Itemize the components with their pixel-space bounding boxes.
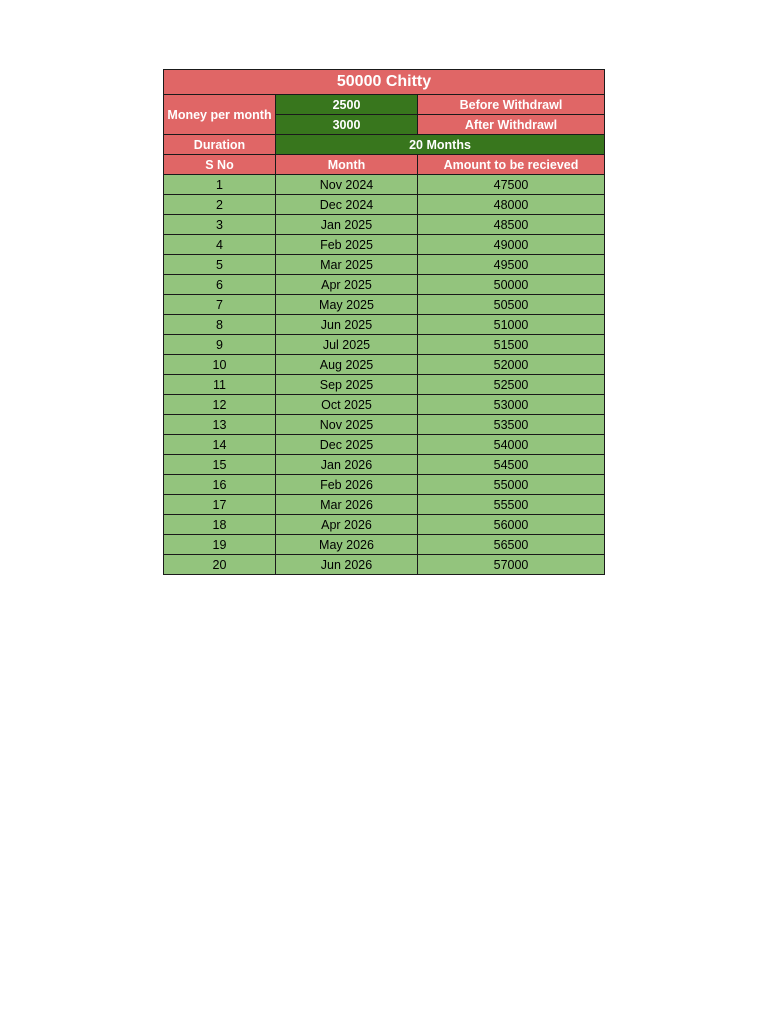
month-cell: Apr 2025 (276, 275, 418, 295)
column-header-amount: Amount to be recieved (418, 155, 605, 175)
chitty-table (163, 69, 605, 575)
table-title: 50000 Chitty (164, 70, 605, 95)
table-row (164, 555, 605, 575)
table-row (164, 415, 605, 435)
title-row (164, 70, 605, 95)
s-no-cell: 5 (164, 255, 276, 275)
table-row (164, 455, 605, 475)
amount-cell: 55500 (418, 495, 605, 515)
table-row (164, 215, 605, 235)
column-header-s-no: S No (164, 155, 276, 175)
table-row (164, 235, 605, 255)
s-no-cell: 19 (164, 535, 276, 555)
before-withdrawl-amount: 2500 (276, 95, 418, 115)
s-no-cell: 15 (164, 455, 276, 475)
month-cell: May 2025 (276, 295, 418, 315)
s-no-cell: 18 (164, 515, 276, 535)
table-row (164, 375, 605, 395)
table-row (164, 535, 605, 555)
amount-cell: 48000 (418, 195, 605, 215)
month-cell: Nov 2024 (276, 175, 418, 195)
table-row (164, 335, 605, 355)
s-no-cell: 1 (164, 175, 276, 195)
table-row (164, 435, 605, 455)
money-per-month-label: Money per month (164, 95, 276, 135)
s-no-cell: 4 (164, 235, 276, 255)
s-no-cell: 2 (164, 195, 276, 215)
month-cell: Aug 2025 (276, 355, 418, 375)
month-cell: Mar 2025 (276, 255, 418, 275)
s-no-cell: 12 (164, 395, 276, 415)
amount-cell: 56000 (418, 515, 605, 535)
amount-cell: 51500 (418, 335, 605, 355)
month-cell: Mar 2026 (276, 495, 418, 515)
table-row (164, 495, 605, 515)
s-no-cell: 6 (164, 275, 276, 295)
month-cell: Feb 2026 (276, 475, 418, 495)
s-no-cell: 13 (164, 415, 276, 435)
after-withdrawl-amount: 3000 (276, 115, 418, 135)
amount-cell: 49000 (418, 235, 605, 255)
s-no-cell: 16 (164, 475, 276, 495)
amount-cell: 52000 (418, 355, 605, 375)
amount-cell: 51000 (418, 315, 605, 335)
amount-cell: 55000 (418, 475, 605, 495)
month-cell: Oct 2025 (276, 395, 418, 415)
s-no-cell: 17 (164, 495, 276, 515)
s-no-cell: 10 (164, 355, 276, 375)
before-withdrawl-label: Before Withdrawl (418, 95, 605, 115)
money-before-row (164, 95, 605, 115)
month-cell: Jun 2026 (276, 555, 418, 575)
month-cell: Dec 2024 (276, 195, 418, 215)
amount-cell: 57000 (418, 555, 605, 575)
table-row (164, 515, 605, 535)
amount-cell: 53500 (418, 415, 605, 435)
month-cell: Sep 2025 (276, 375, 418, 395)
amount-cell: 53000 (418, 395, 605, 415)
table-row (164, 315, 605, 335)
month-cell: Dec 2025 (276, 435, 418, 455)
duration-row (164, 135, 605, 155)
after-withdrawl-label: After Withdrawl (418, 115, 605, 135)
duration-value: 20 Months (276, 135, 605, 155)
table-row (164, 195, 605, 215)
amount-cell: 48500 (418, 215, 605, 235)
table-row (164, 275, 605, 295)
amount-cell: 47500 (418, 175, 605, 195)
amount-cell: 56500 (418, 535, 605, 555)
table-row (164, 395, 605, 415)
month-cell: Apr 2026 (276, 515, 418, 535)
amount-cell: 50000 (418, 275, 605, 295)
month-cell: Jan 2025 (276, 215, 418, 235)
table-row (164, 255, 605, 275)
amount-cell: 54000 (418, 435, 605, 455)
amount-cell: 52500 (418, 375, 605, 395)
s-no-cell: 3 (164, 215, 276, 235)
s-no-cell: 7 (164, 295, 276, 315)
column-header-row (164, 155, 605, 175)
s-no-cell: 14 (164, 435, 276, 455)
table-row (164, 295, 605, 315)
table-row (164, 475, 605, 495)
column-header-month: Month (276, 155, 418, 175)
month-cell: Jul 2025 (276, 335, 418, 355)
amount-cell: 50500 (418, 295, 605, 315)
s-no-cell: 8 (164, 315, 276, 335)
month-cell: Feb 2025 (276, 235, 418, 255)
month-cell: Jun 2025 (276, 315, 418, 335)
amount-cell: 54500 (418, 455, 605, 475)
s-no-cell: 20 (164, 555, 276, 575)
s-no-cell: 9 (164, 335, 276, 355)
amount-cell: 49500 (418, 255, 605, 275)
month-cell: May 2026 (276, 535, 418, 555)
duration-label: Duration (164, 135, 276, 155)
s-no-cell: 11 (164, 375, 276, 395)
month-cell: Nov 2025 (276, 415, 418, 435)
table-row (164, 175, 605, 195)
month-cell: Jan 2026 (276, 455, 418, 475)
table-row (164, 355, 605, 375)
